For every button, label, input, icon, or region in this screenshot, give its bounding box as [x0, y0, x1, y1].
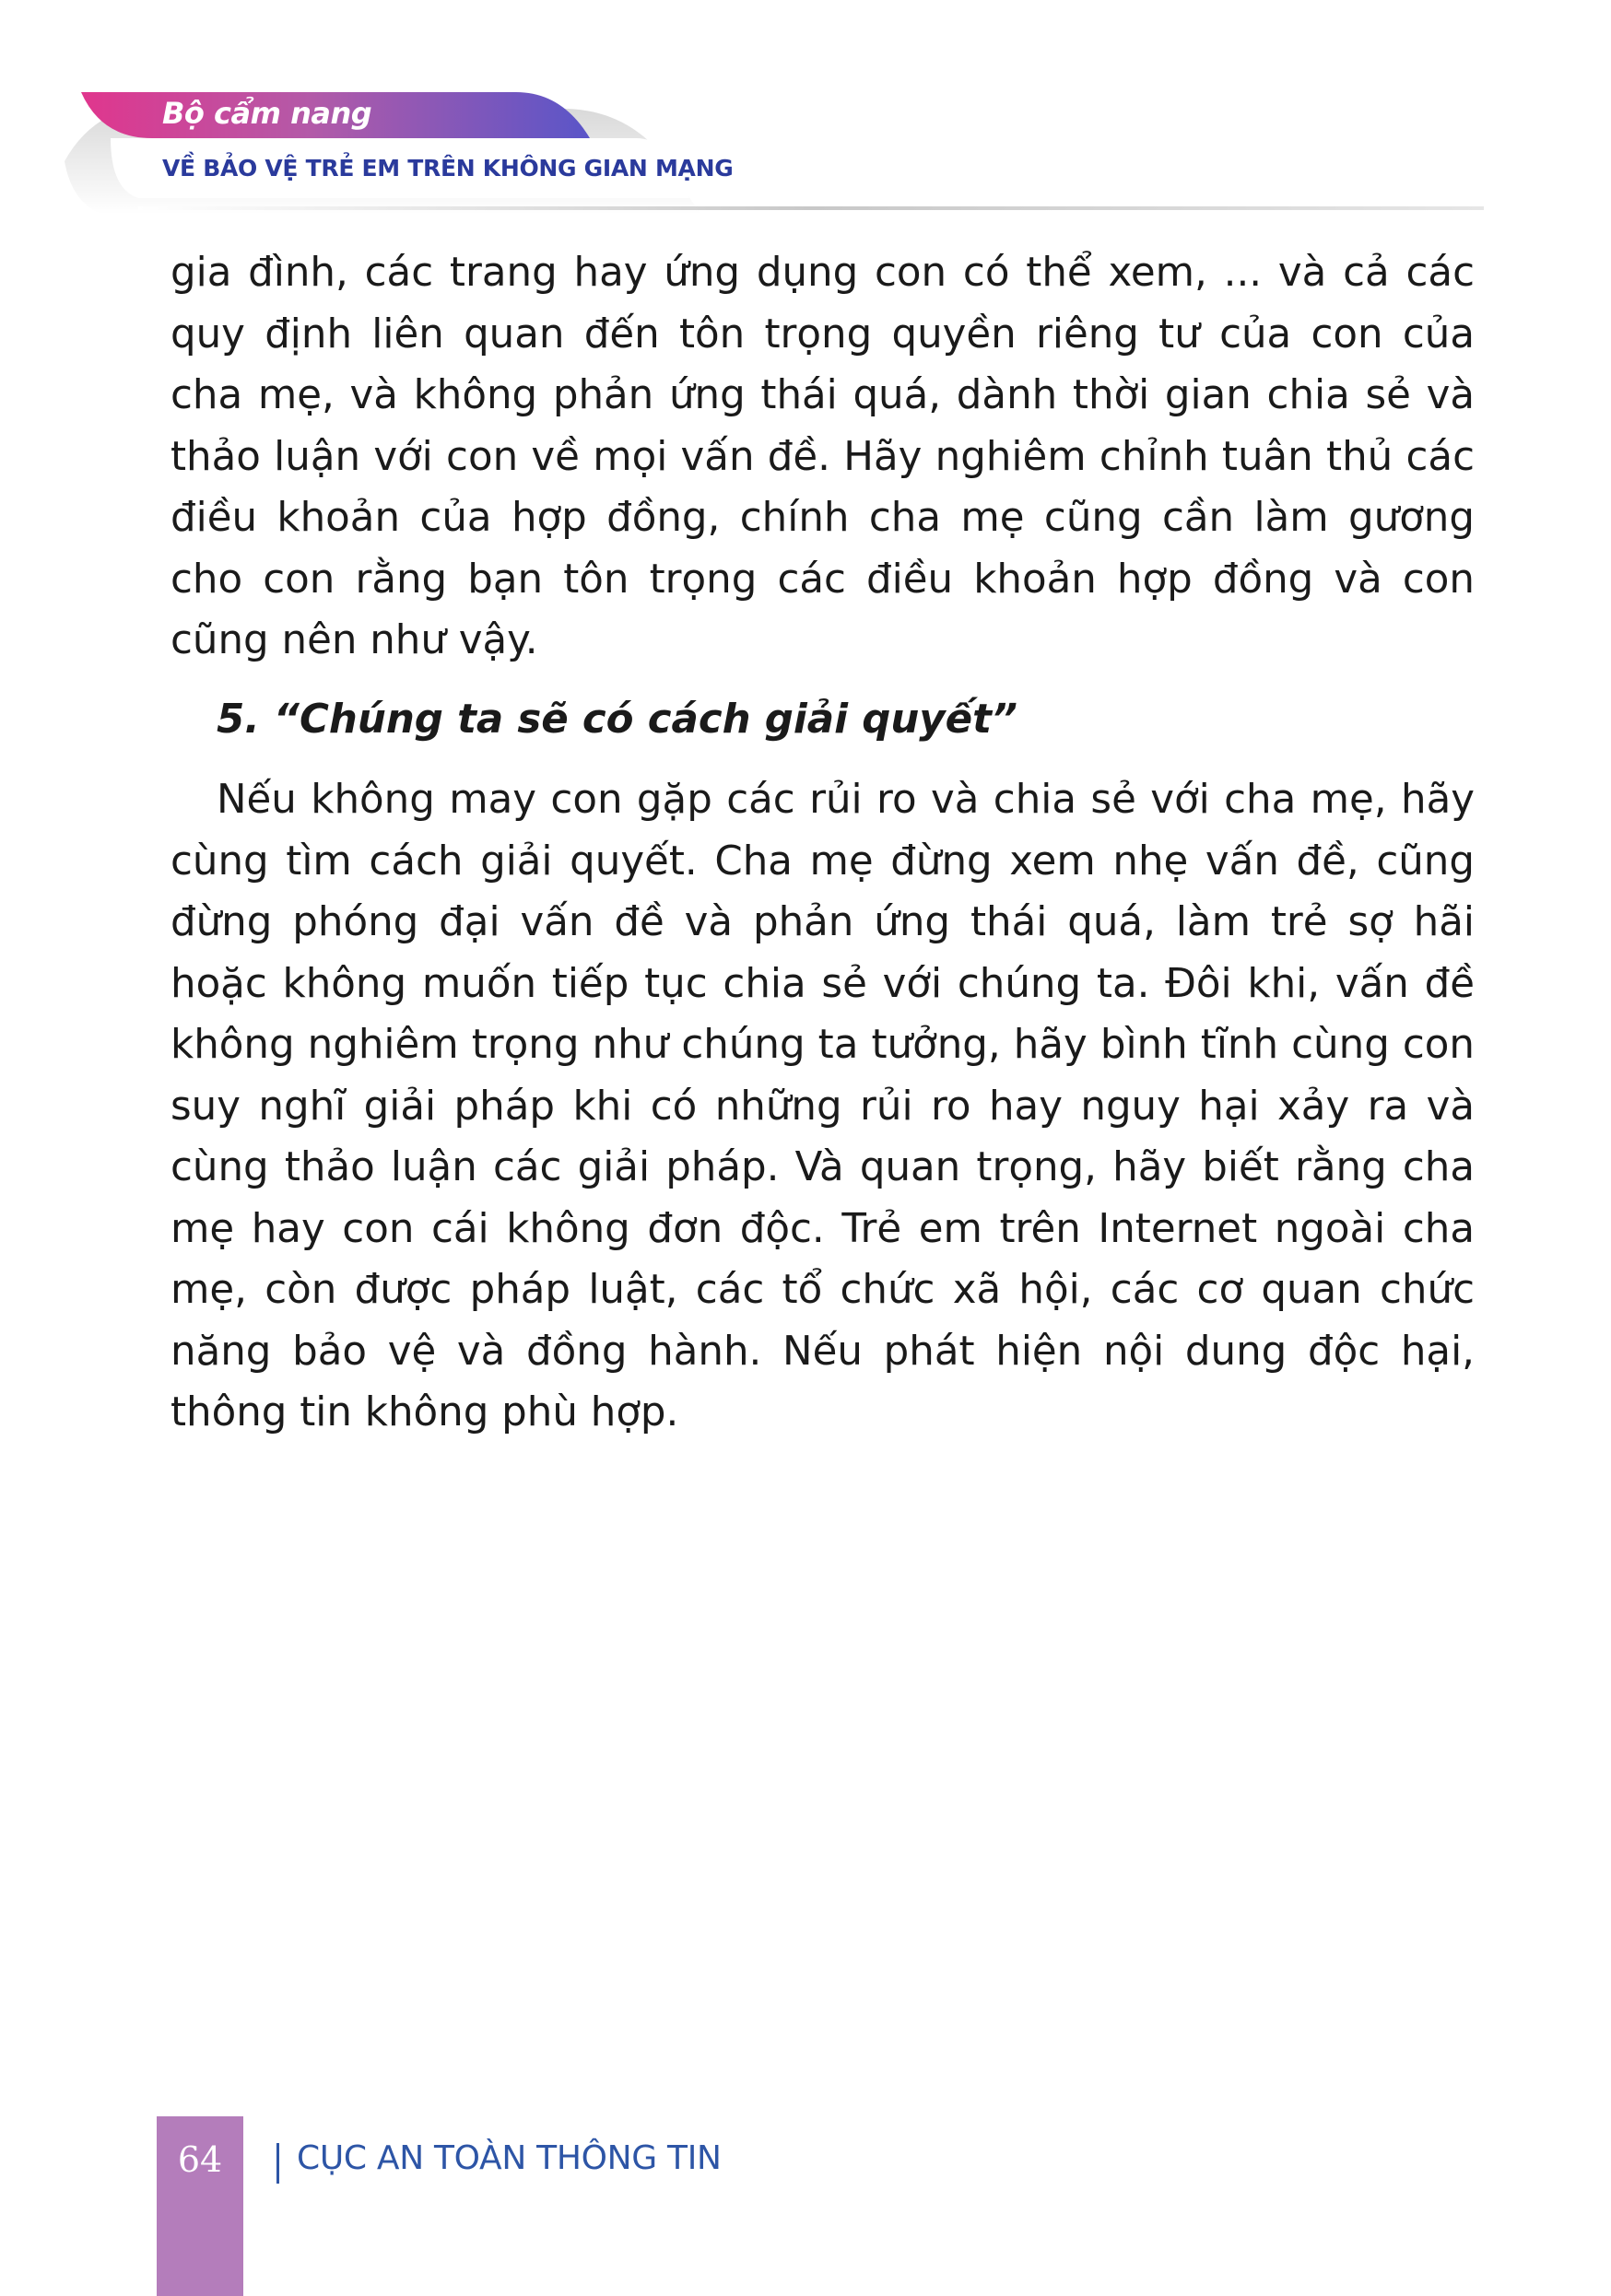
header-banner: [0, 0, 1611, 240]
footer-separator: [276, 2143, 279, 2184]
page-number: 64: [177, 2139, 223, 2180]
footer-organization: CỤC AN TOÀN THÔNG TIN: [297, 2139, 722, 2177]
section-heading: 5. “Chúng ta sẽ có cách giải quyết”: [217, 696, 1017, 743]
body-paragraph: gia đình, các trang hay ứng dụng con có thể xem, ... và cả các quy định liên quan đến tôn trọng quyền riêng tư của con của cha mẹ, và không phản ứng thái quá, dành thời gian chia sẻ và thảo luận với con về mọi vấn đề. Hãy nghiêm chỉnh tuân thủ các điều khoản của hợp đồng, chính cha mẹ cũng cần làm gương cho con rằng bạn tôn trọng các điều khoản hợp đồng và con cũng nên như vậy.: [171, 250, 1475, 663]
main-content: [171, 242, 1475, 1444]
banner-title: Bộ cẩm nang: [162, 96, 372, 131]
body-paragraph: Nếu không may con gặp các rủi ro và chia sẻ với cha mẹ, hãy cùng tìm cách giải quyết. Cha mẹ đừng xem nhẹ vấn đề, cũng đừng phóng đại vấn đề và phản ứng thái quá, làm trẻ sợ hãi hoặc không muốn tiếp tục chia sẻ với chúng ta. Đôi khi, vấn đề không nghiêm trọng như chúng ta tưởng, hãy bình tĩnh cùng con suy nghĩ giải pháp khi có những rủi ro hay nguy hại xảy ra và cùng thảo luận các giải pháp. Và quan trọng, hãy biết rằng cha mẹ hay con cái không đơn độc. Trẻ em trên Internet ngoài cha mẹ, còn được pháp luật, các tổ chức xã hội, các cơ quan chức năng bảo vệ và đồng hành. Nếu phát hiện nội dung độc hại, thông tin không phù hợp.: [171, 777, 1475, 1435]
banner-subtitle: VỀ BẢO VỆ TRẺ EM TRÊN KHÔNG GIAN MẠNG: [162, 155, 734, 182]
